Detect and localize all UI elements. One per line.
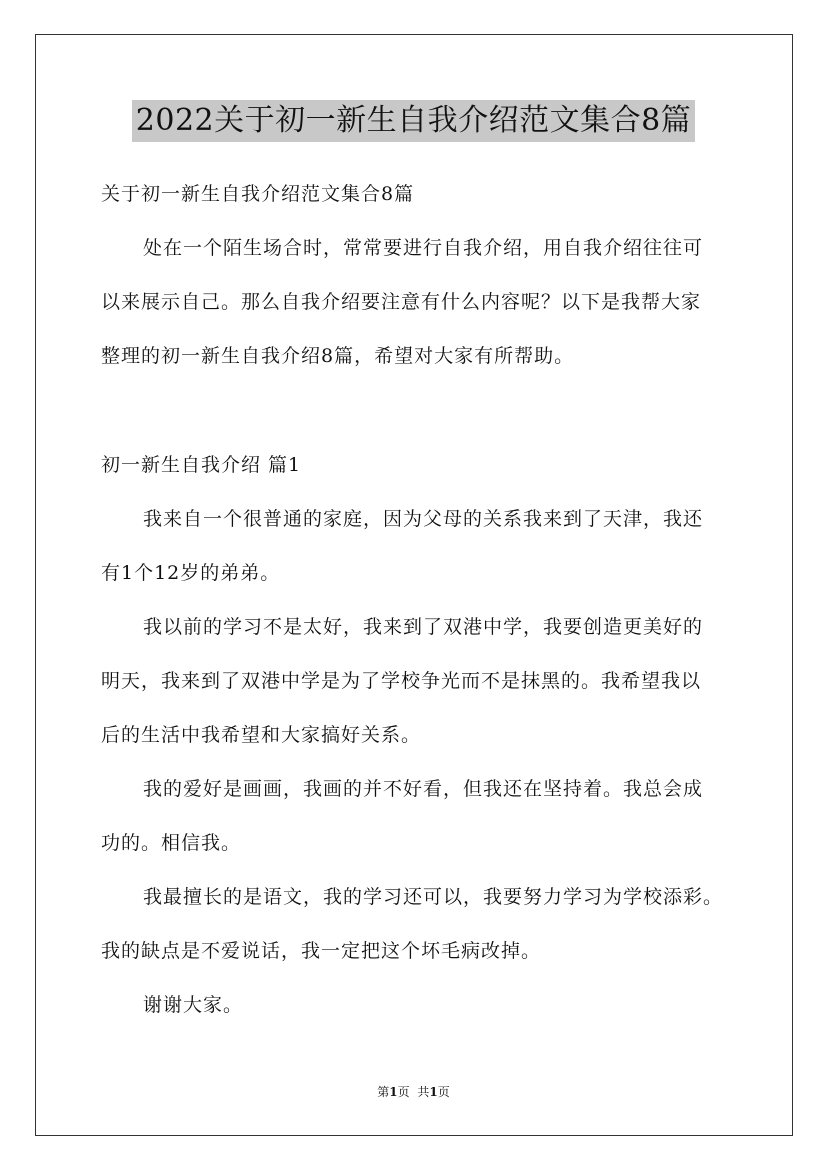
body-line: 有1个12岁的弟弟。 [101, 562, 281, 584]
body-line: 明天，我来到了双港中学是为了学校争光而不是抹黑的。我希望我以 [101, 670, 702, 692]
footer-page-suffix: 页 [397, 1085, 410, 1099]
body-line: 我的缺点是不爱说话，我一定把这个坏毛病改掉。 [101, 940, 542, 962]
footer-total-prefix: 共 [417, 1085, 430, 1099]
body-line: 我的爱好是画画，我画的并不好看，但我还在坚持着。我总会成 [143, 778, 704, 800]
footer-page-total: 1 [429, 1085, 438, 1099]
footer-total-suffix: 页 [437, 1085, 450, 1099]
body-line: 谢谢大家。 [143, 994, 244, 1016]
section-heading: 初一新生自我介绍 篇1 [101, 454, 302, 476]
intro-line: 处在一个陌生场合时，常常要进行自我介绍，用自我介绍往往可 [143, 237, 704, 259]
intro-line: 整理的初一新生自我介绍8篇，希望对大家有所帮助。 [101, 345, 575, 367]
body-line: 后的生活中我希望和大家搞好关系。 [101, 724, 422, 746]
body-line: 我最擅长的是语文，我的学习还可以，我要努力学习为学校添彩。 [143, 886, 724, 908]
body-line: 我来自一个很普通的家庭，因为父母的关系我来到了天津，我还 [143, 508, 704, 530]
page-footer [0, 1084, 827, 1100]
footer-page-current: 1 [389, 1085, 398, 1099]
document-subtitle: 关于初一新生自我介绍范文集合8篇 [101, 183, 415, 205]
footer-page-prefix: 第 [377, 1085, 390, 1099]
intro-line: 以来展示自己。那么自我介绍要注意有什么内容呢？以下是我帮大家 [101, 291, 702, 313]
body-line: 我以前的学习不是太好，我来到了双港中学，我要创造更美好的 [143, 616, 704, 638]
document-title [0, 100, 827, 142]
document-title-text: 2022关于初一新生自我介绍范文集合8篇 [132, 100, 695, 142]
body-line: 功的。相信我。 [101, 832, 242, 854]
